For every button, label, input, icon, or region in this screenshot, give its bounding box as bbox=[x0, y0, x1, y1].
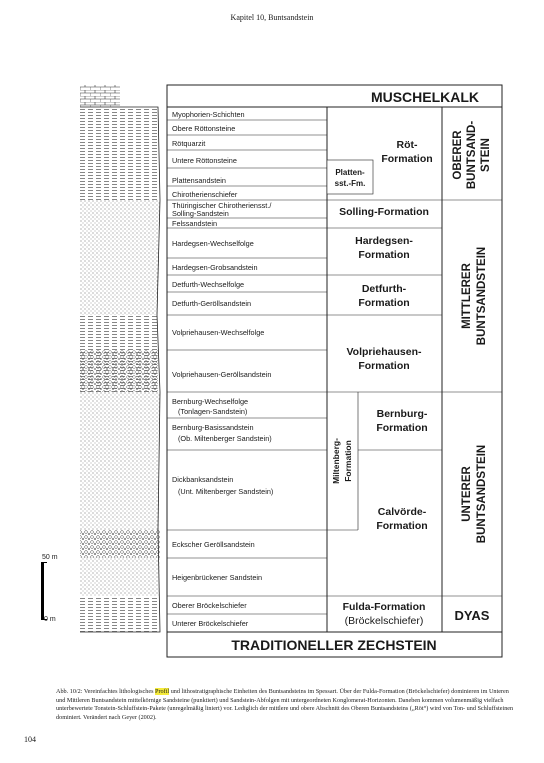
lithology-column bbox=[80, 85, 160, 632]
caption-highlight: Profil bbox=[155, 688, 170, 695]
unit-label: Rötquarzit bbox=[172, 139, 206, 148]
hardegsen-formation: Formation bbox=[358, 249, 410, 261]
unit-label: (Tonlagen-Sandstein) bbox=[178, 407, 248, 416]
running-header: Kapitel 10, Buntsandstein bbox=[230, 13, 314, 22]
unit-label: Volpriehausen-Geröllsandstein bbox=[172, 370, 272, 379]
unit-label: Bernburg-Wechselfolge bbox=[172, 397, 249, 406]
fulda-formation: Fulda-Formation bbox=[342, 601, 426, 613]
unit-label: Felssandstein bbox=[172, 219, 218, 228]
unterer-buntsandstein-label: UNTERER bbox=[461, 466, 473, 522]
dyas-label: DYAS bbox=[454, 608, 490, 623]
bernburg-formation: Formation bbox=[376, 422, 428, 434]
oberer-buntsandstein-label: BUNTSAND- bbox=[466, 120, 478, 190]
scale-label-bottom: 0 m bbox=[44, 616, 56, 623]
mittlerer-buntsandstein-label: MITTLERER bbox=[461, 263, 473, 329]
roet-formation: Formation bbox=[381, 153, 433, 165]
unit-label: Dickbanksandstein bbox=[172, 475, 234, 484]
unit-label: Thüringischer Chirotheriensst./ bbox=[172, 201, 272, 210]
unit-label: (Ob. Miltenberger Sandstein) bbox=[178, 434, 272, 443]
unit-label: Detfurth-Wechselfolge bbox=[172, 280, 245, 289]
unit-label: Eckscher Geröllsandstein bbox=[172, 540, 255, 549]
roet-formation: Röt- bbox=[396, 139, 418, 151]
miltenberg-formation: Formation bbox=[343, 440, 353, 482]
volpriehausen-formation: Volpriehausen- bbox=[346, 346, 422, 358]
calvoerde-formation: Calvörde- bbox=[377, 506, 427, 518]
caption-text: Abb. 10/2: Vereinfachtes lithologisches bbox=[56, 688, 156, 695]
plattensst-formation: sst.-Fm. bbox=[334, 179, 366, 188]
figure-caption bbox=[56, 688, 516, 722]
plattensst-formation: Platten- bbox=[335, 168, 365, 177]
calvoerde-formation: Formation bbox=[376, 520, 428, 532]
unit-label: Untere Röttonsteine bbox=[172, 156, 237, 165]
detfurth-formation: Detfurth- bbox=[361, 283, 407, 295]
detfurth-formation: Formation bbox=[358, 297, 410, 309]
scale-tick bbox=[41, 562, 47, 563]
oberer-buntsandstein-label: STEIN bbox=[480, 138, 492, 172]
scale-label-top: 50 m bbox=[42, 554, 58, 561]
unit-label: Detfurth-Geröllsandstein bbox=[172, 299, 252, 308]
unit-label: Oberer Bröckelschiefer bbox=[172, 601, 247, 610]
unit-label: Myophorien-Schichten bbox=[172, 110, 245, 119]
unit-label: Plattensandstein bbox=[172, 176, 226, 185]
unit-label: Chirotherienschiefer bbox=[172, 190, 238, 199]
scale-bar bbox=[41, 562, 44, 620]
mittlerer-buntsandstein-label: BUNTSANDSTEIN bbox=[476, 246, 488, 346]
muschelkalk-banner: MUSCHELKALK bbox=[370, 89, 480, 105]
unit-label: Volpriehausen-Wechselfolge bbox=[172, 328, 265, 337]
caption-text: und lithostratigraphische Einheiten des Buntsandsteins im Spessart. Über der Fulda-Formation (Bröckelschiefer) dominieren im Unteren und Mittleren Buntsandstein mittelkörnige Sandsteine (punktiert) und Sandstein-Abfolgen mit untergeordneten Konglomerat-Horizonten. Daneben kommen volumenmäßig vielfach unterbewertete Tonstein-Schluffstein-Pakete (unregelmäßig liniert) vor. Lediglich der mittlere und obere Abschnitt des Oberen Buntsandsteins („Röt“) wird von Ton- und Schluffsteinen dominiert. Verändert nach Geyer (2002). bbox=[56, 688, 514, 721]
miltenberg-formation: Miltenberg- bbox=[331, 438, 341, 484]
unit-label: Obere Röttonsteine bbox=[172, 124, 236, 133]
solling-formation: Solling-Formation bbox=[339, 206, 429, 218]
oberer-buntsandstein-label: OBERER bbox=[452, 130, 464, 180]
volpriehausen-formation: Formation bbox=[358, 360, 410, 372]
unit-label: Hardegsen-Grobsandstein bbox=[172, 263, 258, 272]
unit-label: Unterer Bröckelschiefer bbox=[172, 619, 249, 628]
bernburg-formation: Bernburg- bbox=[376, 408, 428, 420]
unterer-buntsandstein-label: BUNTSANDSTEIN bbox=[476, 444, 488, 544]
zechstein-banner: TRADITIONELLER ZECHSTEIN bbox=[231, 637, 437, 653]
fulda-formation: (Bröckelschiefer) bbox=[344, 615, 424, 627]
page-number: 104 bbox=[24, 735, 36, 744]
unit-label: Hardegsen-Wechselfolge bbox=[172, 239, 254, 248]
unit-label: Bernburg-Basissandstein bbox=[172, 423, 254, 432]
unit-label: Heigenbrückener Sandstein bbox=[172, 573, 263, 582]
unit-label: (Unt. Miltenberger Sandstein) bbox=[178, 487, 274, 496]
unit-label: Solling-Sandstein bbox=[172, 209, 229, 218]
hardegsen-formation: Hardegsen- bbox=[355, 235, 413, 247]
